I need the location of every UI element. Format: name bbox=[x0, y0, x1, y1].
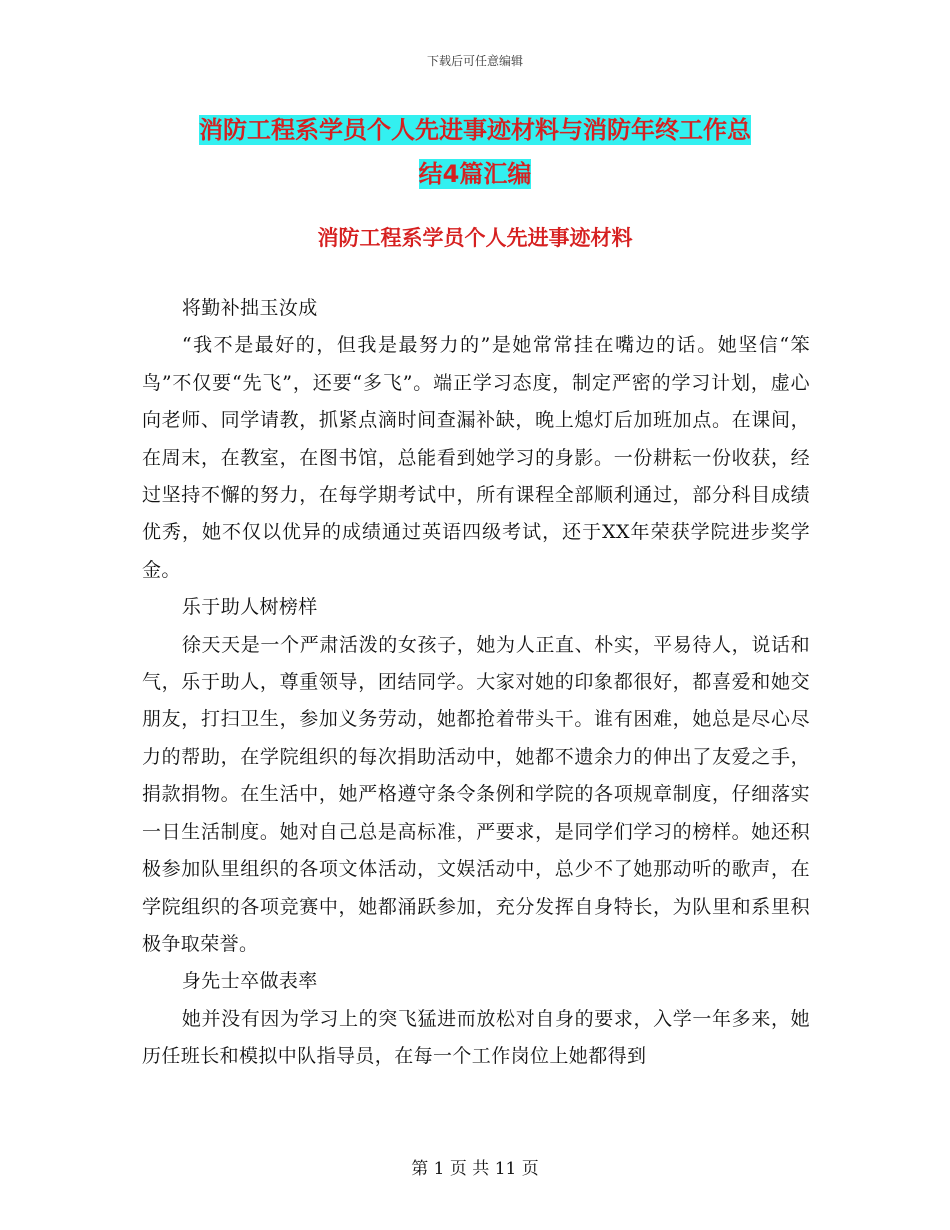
body-text bbox=[142, 290, 810, 1076]
subheading-paragraph: 将勤补拙玉汝成 bbox=[181, 297, 318, 319]
page-number-footer: 第 1 页 共 11 页 bbox=[411, 1159, 539, 1179]
document-title bbox=[140, 108, 810, 196]
section-title: 消防工程系学员个人先进事迹材料 bbox=[317, 226, 633, 250]
document-title-line-2: 结4篇汇编 bbox=[418, 160, 532, 188]
body-paragraph: “我不是最好的，但我是最努力的”是她常常挂在嘴边的话。她坚信“笨鸟”不仅要“先飞”，还要“多飞”。端正学习态度，制定严密的学习计划，虚心向老师、同学请教，抓紧点滴时间查漏补缺，晚上熄灯后加班加点。在课间，在周末，在教室，在图书馆，总能看到她学习的身影。一份耕耘一份收获，经过坚持不懈的努力，在每学期考试中，所有课程全部顺利通过，部分科目成绩优秀，她不仅以优异的成绩通过英语四级考试，还于XX年荣获学院进步奖学金。 bbox=[142, 334, 810, 581]
body-paragraph: 她并没有因为学习上的突飞猛进而放松对自身的要求，入学一年多来，她历任班长和模拟中队指导员，在每一个工作岗位上她都得到 bbox=[142, 1007, 810, 1068]
subheading-paragraph: 乐于助人树榜样 bbox=[181, 596, 318, 619]
subheading-paragraph: 身先士卒做表率 bbox=[181, 970, 318, 993]
header-note: 下载后可任意编辑 bbox=[426, 54, 523, 68]
body-paragraph: 徐天天是一个严肃活泼的女孩子，她为人正直、朴实，平易待人，说话和气，乐于助人，尊重领导，团结同学。大家对她的印象都很好，都喜爱和她交朋友，打扫卫生，参加义务劳动，她都抢着带头干。谁有困难，她总是尽心尽力的帮助，在学院组织的每次捐助活动中，她都不遗余力的伸出了友爱之手，捐款捐物。在生活中，她严格遵守条令条例和学院的各项规章制度，仔细落实一日生活制度。她对自己总是高标准，严要求，是同学们学习的榜样。她还积极参加队里组织的各项文体活动，文娱活动中，总少不了她那动听的歌声，在学院组织的各项竞赛中，她都涌跃参加，充分发挥自身特长，为队里和系里积极争取荣誉。 bbox=[142, 633, 810, 955]
document-title-line-1: 消防工程系学员个人先进事迹材料与消防年终工作总 bbox=[199, 116, 751, 144]
